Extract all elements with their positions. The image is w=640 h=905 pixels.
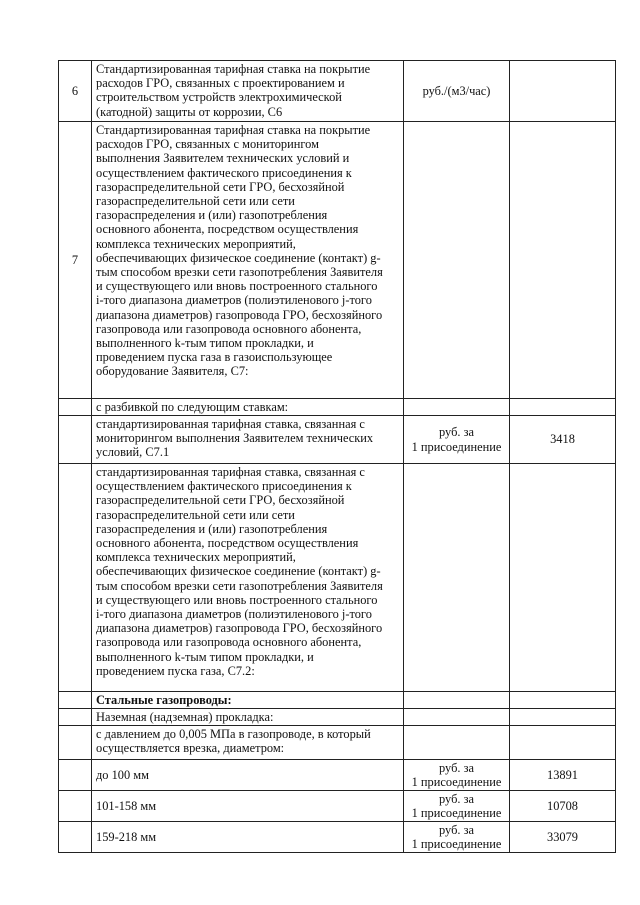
row-number [59,692,92,709]
value-cell: 10708 [510,791,616,822]
row-number [59,709,92,726]
table-row [59,760,616,791]
rate-description: 101-158 мм [92,791,404,822]
table-row [59,416,616,464]
rate-description: до 100 мм [92,760,404,791]
value-cell: 33079 [510,822,616,853]
rate-description: 159-218 мм [92,822,404,853]
table-row [59,122,616,399]
unit-cell: руб. за 1 присоединение [404,416,510,464]
row-number: 6 [59,61,92,122]
row-number [59,760,92,791]
row-number [59,464,92,692]
value-cell [510,122,616,399]
value-cell [510,692,616,709]
unit-cell [404,726,510,760]
unit-cell [404,122,510,399]
table-row [59,791,616,822]
section-heading: Стальные газопроводы: [92,692,404,709]
unit-cell [404,399,510,416]
value-cell: 13891 [510,760,616,791]
value-cell [510,726,616,760]
rate-description: Стандартизированная тарифная ставка на покрытие расходов ГРО, связанных с проектированием и строительством устройств электрохимической (катодной) защиты от коррозии, С6 [92,61,404,122]
table-row [59,822,616,853]
row-number [59,822,92,853]
table-row [59,464,616,692]
value-cell [510,709,616,726]
row-number [59,791,92,822]
table-row [59,61,616,122]
row-number [59,726,92,760]
row-number [59,399,92,416]
table-row [59,692,616,709]
value-cell: 3418 [510,416,616,464]
rate-description: с разбивкой по следующим ставкам: [92,399,404,416]
unit-cell: руб./(м3/час) [404,61,510,122]
rate-description: Наземная (надземная) прокладка: [92,709,404,726]
tariff-table [58,60,616,853]
value-cell [510,61,616,122]
row-number: 7 [59,122,92,399]
value-cell [510,399,616,416]
table-row [59,399,616,416]
rate-description: стандартизированная тарифная ставка, связанная с осуществлением фактического присоединения к газораспределительной сети ГРО, бесхозяйной газораспределительной сети или сети газораспределения и (или) газопотребления основного абонента, посредством осуществления комплекса технических мероприятий, обеспечивающих физическое соединение (контакт) g- тым способом врезки сети газопотребления Заявителя и существующего или вновь построенного стального i-того диапазона диаметров (полиэтиленового j-того диапазона диаметров) газопровода ГРО, бесхозяйного газопровода или газопровода основного абонента, выполненного k-тым типом прокладки, и проведением пуска газа, С7.2: [92,464,404,692]
value-cell [510,464,616,692]
rate-description: с давлением до 0,005 МПа в газопроводе, в который осуществляется врезка, диаметром: [92,726,404,760]
unit-cell [404,464,510,692]
rate-description: стандартизированная тарифная ставка, связанная с мониторингом выполнения Заявителем технических условий, С7.1 [92,416,404,464]
unit-cell [404,692,510,709]
unit-cell: руб. за 1 присоединение [404,791,510,822]
row-number [59,416,92,464]
table-row [59,709,616,726]
unit-cell [404,709,510,726]
rate-description: Стандартизированная тарифная ставка на покрытие расходов ГРО, связанных с мониторингом выполнения Заявителем технических условий и осуществлением фактического присоединения к газораспределительной сети ГРО, бесхозяйной газораспределительной сети или сети газораспределения и (или) газопотребления основного абонента, посредством осуществления комплекса технических мероприятий, обеспечивающих физическое соединение (контакт) g- тым способом врезки сети газопотребления Заявителя и существующего или вновь построенного стального i-того диапазона диаметров (полиэтиленового j-того диапазона диаметров) газопровода ГРО, бесхозяйного газопровода или газопровода основного абонента, выполненного k-тым типом прокладки, и проведением пуска газа в газоиспользующее оборудование Заявителя, С7: [92,122,404,399]
unit-cell: руб. за 1 присоединение [404,760,510,791]
unit-cell: руб. за 1 присоединение [404,822,510,853]
table-row [59,726,616,760]
